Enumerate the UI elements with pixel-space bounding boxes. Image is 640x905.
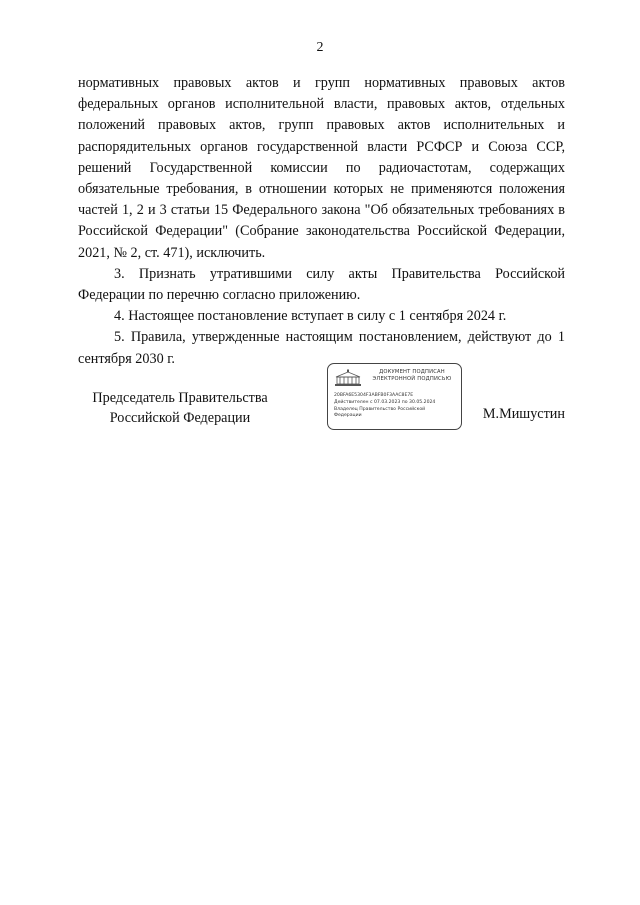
- page-number: 2: [316, 40, 324, 55]
- document-body: [78, 73, 565, 370]
- signatory-title: [78, 388, 282, 428]
- government-building-icon: [334, 369, 362, 387]
- signatory-title-line1: Председатель Правительства: [92, 390, 268, 406]
- stamp-header-line1: ДОКУМЕНТ ПОДПИСАН: [379, 369, 445, 375]
- electronic-signature-stamp: [327, 363, 462, 430]
- paragraph-item-5: 5. Правила, утвержденные настоящим постановлением, действуют до 1 сентября 2030 г.: [78, 329, 565, 367]
- paragraph-item-4: 4. Настоящее постановление вступает в силу с 1 сентября 2024 г.: [114, 308, 507, 325]
- paragraph-continuation: нормативных правовых актов и групп нормативных правовых актов федеральных органов исполнительной власти, правовых актов, отдельных положений правовых актов, групп правовых актов исполнительных и распорядительных органов государственной власти РСФСР и Союза ССР, решений Государственной комиссии по радиочастотам, содержащих обязательные требования, в отношении которых не применяются положения частей 1, 2 и 3 статьи 15 Федерального закона "Об обязательных требованиях в Российской Федерации" (Собрание законодательства Российской Федерации, 2021, № 2, ст. 471), исключить.: [78, 75, 565, 261]
- stamp-owner-line2: Федерации: [334, 413, 362, 418]
- stamp-header-line2: ЭЛЕКТРОННОЙ ПОДПИСЬЮ: [372, 375, 452, 382]
- stamp-header: [366, 369, 458, 382]
- stamp-owner-line1: Владелец Правительство Российской: [334, 407, 426, 412]
- stamp-serial: 20BFA6E5304F3ABFB0F3AAC8E7E: [334, 393, 414, 398]
- signature-block: [78, 388, 565, 428]
- signatory-name: М.Мишустин: [482, 406, 565, 422]
- paragraph-item-3: 3. Признать утратившими силу акты Правительства Российской Федерации по перечню согласно приложению.: [78, 265, 565, 304]
- stamp-validity: Действителен с 07.03.2023 по 30.05.2024: [334, 400, 436, 405]
- signatory-title-line2: Российской Федерации: [109, 410, 251, 426]
